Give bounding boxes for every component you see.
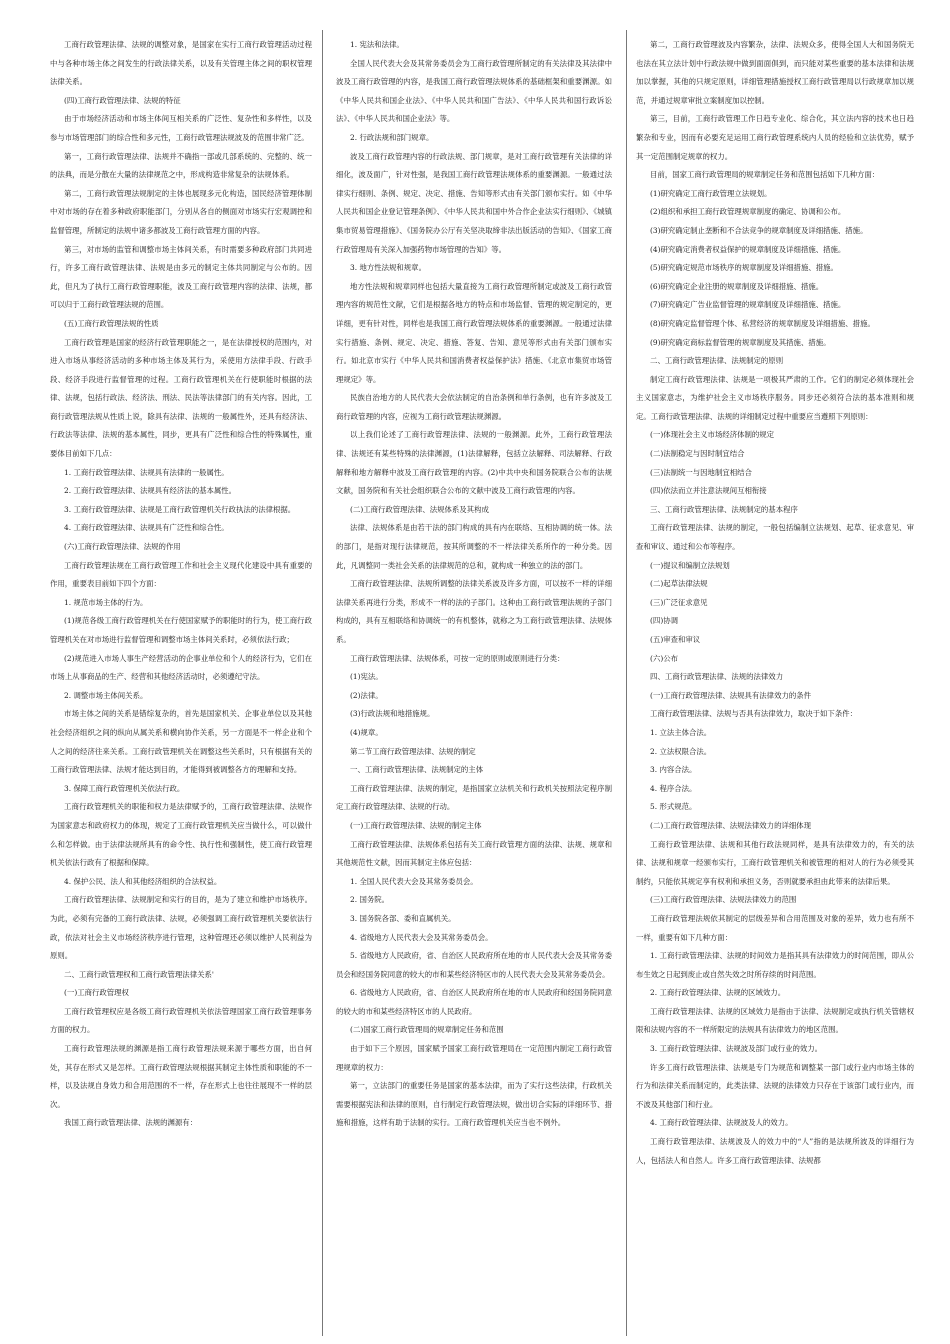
paragraph: 工商行政管理法律、法规所调整的法律关系波及许多方面，可以按不一样的详细法律关系再进行分类，形成不一样的法的子部门。这种由工商行政管理法规的子部门构成的，具有互相联络和协调统一的有机整体，就称之为工商行政管理法律、法规体系。 bbox=[336, 579, 612, 644]
paragraph: (五)审查和审议 bbox=[650, 635, 701, 644]
paragraph: (五)工商行政管理法规的性质 bbox=[64, 318, 159, 328]
paragraph: (六)工商行政管理法律、法规的作用 bbox=[64, 542, 181, 552]
paragraph: (2)规范进入市场人事生产经营活动的企事业单位和个人的经济行为，它们在市场上从事商品的生产、经营和其他经济活动时，必须遵纪守法。 bbox=[50, 653, 312, 682]
paragraph: (六)公布 bbox=[650, 653, 678, 663]
paragraph: (8)研究确定监督管理个体、私营经济的规章制度及详细措施、措施。 bbox=[650, 318, 875, 328]
paragraph: 3. 工商行政管理法律、法规是工商行政管理机关行政执法的法律根据。 bbox=[64, 504, 296, 514]
paragraph: 许多工商行政管理法律、法规是专门为规范和调整某一部门或行业内市场主体的行为和法律关系而制定的，此类法律、法规的法律效力只存在于该部门或行业内，而不波及其他部门和行业。 bbox=[636, 1062, 914, 1109]
paragraph: 以上我们论述了工商行政管理法律、法规的一般渊源。此外，工商行政管理法律、法规还有某些特殊的法律渊源，(1)法律解释，包括立法解释、司法解释、行政解释和地方解释中波及工商行政管理的内容。(2)中共中央和国务院联合公布的法规文献，国务院和有关社会组织联合公布的文献中波及工商行政管理的内容。 bbox=[336, 430, 612, 496]
paragraph: 法律、法规体系是由若干法的部门构成的具有内在联络、互相协调的统一体。法的部门，是指对现行法律规范，按其所调整的不一样法律关系所作的一种分类。因此，凡调整同一类社会关系的法律规范的总和，就构成一种独立的法的部门。 bbox=[336, 523, 612, 570]
paragraph: 3. 内容合法。 bbox=[650, 765, 697, 775]
paragraph: (一)工商行政管理法律、法规具有法律效力的条件 bbox=[650, 690, 812, 700]
column-divider bbox=[322, 30, 323, 1336]
paragraph: (1)规范各级工商行政管理机关在行使国家赋予的职能时的行为，使工商行政管理机关在对市场进行监督管理和调整市场主体间关系时，必须依法行政； bbox=[50, 616, 312, 644]
paragraph: (二)法制稳定与因时制宜结合 bbox=[650, 449, 745, 459]
paragraph: 5. 形式规范。 bbox=[650, 802, 697, 812]
paragraph: (7)研究确定广告业监督管理的规章制度及详细措施、措施。 bbox=[650, 300, 846, 310]
paragraph: 1. 全国人民代表大会及其常务委员会。 bbox=[350, 876, 478, 886]
text-column-left bbox=[50, 36, 312, 1336]
paragraph: 四、工商行政管理法律、法规的法律效力 bbox=[650, 672, 784, 682]
paragraph: 二、工商行政管理法律、法规制定的原则 bbox=[650, 356, 784, 366]
paragraph: 目前，国家工商行政管理局的规章制定任务和范围包括如下几种方面： bbox=[650, 170, 880, 180]
paragraph: 工商行政管理法规的渊源是指工商行政管理法规来源于哪些方面，出自何处，其存在形式又是怎样。工商行政管理法规根据其制定主体性质和职能的不一样，以及法规自身效力和合用范围的不一样，存在形式上也往往展现不一样的层次。 bbox=[50, 1044, 312, 1109]
paragraph: 4. 工商行政管理法律、法规波及人的效力。 bbox=[650, 1118, 793, 1128]
paragraph: (2)组织和承担工商行政管理规章制度的确定、协调和公布。 bbox=[650, 207, 846, 217]
paragraph: (一)工商行政管理权 bbox=[64, 988, 129, 998]
paragraph: (2)法律。 bbox=[350, 690, 383, 700]
paragraph: 一、工商行政管理法律、法规制定的主体 bbox=[350, 765, 484, 775]
paragraph: 工商行政管理法律、法规体系，可按一定的原则或原则进行分类： bbox=[350, 653, 565, 663]
paragraph: (三)工商行政管理法律、法规法律效力的范围 bbox=[650, 895, 797, 905]
paragraph: (一)工商行政管理法律、法规的制定主体 bbox=[350, 820, 482, 830]
paragraph: 5. 省级地方人民政府，省、自治区人民政府所在地的市人民代表大会及其常务委员会和经国务院同意的较大的市和某些经济特区市的人民代表大会及其常务委员会。 bbox=[336, 951, 612, 979]
paragraph: 工商行政管理法律、法规和其他行政法规同样，是具有法律效力的，有关的法律、法规和规章一经颁布实行，工商行政管理机关和被管理的相对人的行为必须受其制约，只能依其规定享有权利和承担义务，否则就要承担由此带来的法律后果。 bbox=[636, 839, 914, 886]
paragraph: (二)工商行政管理法律、法规法律效力的详细体现 bbox=[650, 820, 812, 830]
paragraph: 地方性法规和规章同样也包括大量直接为工商行政管理所制定或波及工商行政管理内容的规范性文献，它们是根据各地方的特点和市场监督、管理的规定制定的，更详细，更有针对性，同样也是我国工商行政管理法规体系的重要渊源。一般通过法律实行措施、条例、规定、决定、措施、答复、告知、意见等形式由有关部门颁布实行。如北京市实行《中华人民共和国消费者权益保护法》措施、《北京市集贸市场管理规定》等。 bbox=[336, 281, 612, 384]
paragraph: 第二节工商行政管理法律、法规的制定 bbox=[350, 746, 476, 756]
paragraph: 3. 国务院各部、委和直属机关。 bbox=[350, 913, 456, 923]
paragraph: 第一，立法部门的重要任务是国家的基本法律，而为了实行这些法律，行政机关需要根据宪法和法律的原则，自行制定行政管理法规，做出切合实际的详细环节、措施和措施，这样有助于法制的实行。工商行政管理机关应当也不例外。 bbox=[336, 1081, 612, 1128]
paragraph: (三)广泛征求意见 bbox=[650, 597, 708, 607]
paragraph: 2. 工商行政管理法律、法规具有经济法的基本属性。 bbox=[64, 486, 237, 496]
paragraph: (4)规章。 bbox=[350, 727, 383, 737]
paragraph: 波及工商行政管理内容的行政法规、部门规章，是对工商行政管理有关法律的详细化，波及面广，针对性强，是我国工商行政管理法规体系的重要渊源。一般通过法律实行细则、条例、规定、决定、措施、告知等形式由有关部门颁布实行。如《中华人民共和国企业登记管理条例》、《中华人民共和国中外合作企业法实行细则》、《城镇集市贸易管理措施》、《国务院办公厅有关坚决取缔非法出版活动的告知》、《国家工商行政管理局有关深入加强药物市场管理的告知》等。 bbox=[336, 151, 612, 254]
paragraph: (四)依法而立并注意法规间互相衔接 bbox=[650, 486, 767, 496]
paragraph: 第三，对市场的监管和调整市场主体间关系，有时需要多种政府部门共同进行，许多工商行政管理法律、法规是由多元的制定主体共同制定与公布的。因此，但凡为了执行工商行政管理职能，波及工商行政管理内容的法律、法规，都可以归于工商行政管理法规的范围。 bbox=[50, 244, 312, 310]
paragraph: 二、工商行政管理权和工商行政管理法律关系' bbox=[64, 969, 214, 979]
paragraph: 民族自治地方的人民代表大会依法制定的自治条例和单行条例，也有许多波及工商行政管理的内容，应视为工商行政管理法规渊源。 bbox=[336, 393, 612, 421]
paragraph: (四)工商行政管理法律、法规的特征 bbox=[64, 95, 181, 105]
column-divider bbox=[626, 30, 627, 1336]
paragraph: 4. 保护公民、法人和其他经济组织的合法权益。 bbox=[64, 876, 222, 886]
paragraph: (三)法制统一与因地制宜相结合 bbox=[650, 467, 752, 477]
paragraph: 工商行政管理法律、法规波及人的效力中的“人”指的是法规所波及的详细行为人，包括法人和自然人。许多工商行政管理法律、法规都 bbox=[636, 1137, 914, 1165]
paragraph: 工商行政管理法律、法规的调整对象，是国家在实行工商行政管理活动过程中与各种市场主体之间发生的行政法律关系，以及有关管理主体之间的职权管理法律关系。 bbox=[50, 40, 312, 87]
paragraph: 工商行政管理法律、法规与否具有法律效力，取决于如下条件： bbox=[650, 709, 857, 719]
paragraph: 工商行政管理法律、法规制定和实行的目的，是为了建立和维护市场秩序。为此，必须有完备的工商行政法律、法规，必须强调工商行政管理机关要依法行政，依法对社会主义市场经济秩序进行管理，这种管理还必须以维护人民利益为原则。 bbox=[50, 895, 312, 961]
paragraph: 4. 程序合法。 bbox=[650, 783, 697, 793]
paragraph: 2. 调整市场主体间关系。 bbox=[64, 690, 148, 700]
paragraph: 1. 规范市场主体的行为。 bbox=[64, 597, 148, 607]
paragraph: (9)研究确定商标监督管理的规章制度及其措施、措施。 bbox=[650, 337, 831, 347]
paragraph: 2. 工商行政管理法律、法规的区域效力。 bbox=[650, 988, 786, 998]
paragraph: 工商行政管理法规在工商行政管理工作和社会主义现代化建设中具有重要的作用，重要表目前如下四个方面： bbox=[50, 560, 312, 589]
paragraph: 工商行政管理是国家的经济行政管理职能之一，是在法律授权的范围内，对进入市场从事经济活动的多种市场主体及其行为，采使用方法律手段、行政手段、经济手段进行监督管理的过程。工商行政管理机关在行使职能时根据的法律、法规，包括行政法、经济法、刑法、民法等法律部门的有关内容。因此，工商行政管理法规从性质上说，除具有法律、法规的一般属性外，还具有经济法、行政法等法律、法规的基本属性，同步，更具有广泛性和综合性的特殊属性，重要体目前如下几点： bbox=[50, 337, 312, 459]
paragraph: 1. 工商行政管理法律、法规的时间效力是指其具有法律效力的时间范围，即从公布生效之日起到废止或自然失效之时所存续的时间范围。 bbox=[636, 951, 914, 979]
paragraph: 第一，工商行政管理法律、法规并不确指一部或几部系统的、完整的、统一的法典，而是分散在大量的法律规范之中，形成构造非常复杂的法规体系。 bbox=[50, 151, 312, 180]
paragraph: 工商行政管理法律、法规的区域效力是指由于法律、法规制定或执行机关管辖权限和法规内容的不一样所限定的法规具有法律效力的地区范围。 bbox=[636, 1006, 914, 1035]
paragraph: 3. 工商行政管理法律、法规波及部门或行业的效力。 bbox=[650, 1044, 823, 1054]
paragraph: 4. 工商行政管理法律、法规具有广泛性和综合性。 bbox=[64, 523, 229, 533]
paragraph: (1)研究确定工商行政管理立法规划。 bbox=[650, 188, 772, 198]
paragraph: (5)研究确定规范市场秩序的规章制度及详细措施、措施。 bbox=[650, 263, 838, 273]
paragraph: 工商行政管理权应是各级工商行政管理机关依法管理国家工商行政管理事务方面的权力。 bbox=[50, 1006, 312, 1035]
paragraph: (一)提议和编制立法规划 bbox=[650, 560, 730, 570]
paragraph: 三、工商行政管理法律、法规制定的基本程序 bbox=[650, 504, 798, 514]
paragraph: (二)国家工商行政管理局的规章制定任务和范围 bbox=[350, 1025, 504, 1035]
paragraph: (二)工商行政管理法律、法规体系及其构成 bbox=[350, 504, 489, 514]
paragraph: 3. 地方性法规和规章。 bbox=[350, 263, 426, 273]
paragraph: 2. 行政法规和部门规章。 bbox=[350, 132, 434, 142]
paragraph: (二)起草法律法规 bbox=[650, 579, 708, 589]
paragraph: 第二，工商行政管理法规制定的主体也展现多元化构造，国民经济管理体制中对市场的存在着多种政府职能部门，分别从各自的侧面对市场实行宏观调控和监督管理，所制定的法规中诸多都波及工商行政管理方面的内容。 bbox=[50, 188, 312, 235]
paragraph: 市场主体之间的关系是错综复杂的，首先是国家机关、企事业单位以及其他社会经济组织之间的纵向从属关系和横向协作关系，另一方面是不一样企业和个人之间的经济往来关系。工商行政管理机关在调整这些关系时，只有根据有关的工商行政管理法律、法规才能达到目的，才能得到被调整各方的理解和支持。 bbox=[50, 709, 312, 775]
paragraph: 工商行政管理法律、法规的制定，是指国家立法机关和行政机关按照法定程序制定工商行政管理法律、法规的行动。 bbox=[336, 783, 612, 812]
paragraph: 第三，目前，工商行政管理工作日趋专业化、综合化，其立法内容的技术也日趋繁杂和专业，因而有必要充足运用工商行政管理系统内人员的经验和立法优势，赋予其一定范围制定规章的权力。 bbox=[636, 114, 914, 161]
paragraph: 1. 立法主体合法。 bbox=[650, 727, 712, 737]
paragraph: 全国人民代表大会及其常务委员会为工商行政管理所制定的有关法律及其法律中波及工商行政管理的内容，是我国工商行政管理法规体系的基础框架和重要渊源。如《中华人民共和国企业法》、《中华人民共和国广告法》、《中华人民共和国行政诉讼法》、《中华人民共和国企业法》等。 bbox=[336, 58, 612, 124]
paragraph: 1. 宪法和法律。 bbox=[350, 40, 404, 49]
paragraph: 第二，工商行政管理波及内容繁杂，法律、法规众多，使得全国人大和国务院无也法在其立法计划中行政法规中做到面面俱到，而只能对某些重要的基本法律和法规加以掌握，其他的只规定原则，详细管理措施授权工商行政管理局以行政规章加以规范，并通过规章审批立案制度加以控制。 bbox=[636, 40, 914, 105]
paragraph: 工商行政管理法律、法规的制定，一般包括编制立法规划、起草、征求意见、审查和审议、通过和公布等程序。 bbox=[636, 523, 914, 552]
paragraph: 工商行政管理法规依其制定的层级差异和合用范围及对象的差异，效力也有所不一样，重要有如下几种方面： bbox=[636, 913, 914, 942]
paragraph: (一)体现社会主义市场经济体制的规定 bbox=[650, 430, 775, 440]
paragraph: (3)行政法规和地措施规。 bbox=[350, 709, 435, 719]
paragraph: 我国工商行政管理法律、法规的渊源有： bbox=[64, 1118, 198, 1128]
paragraph: (4)研究确定消费者权益保护的规章制度及详细措施、措施。 bbox=[650, 244, 846, 254]
paragraph: 6. 省级地方人民政府，省、自治区人民政府所在地的市人民政府和经国务院同意的较大的市和某些经济特区市的人民政府。 bbox=[336, 988, 612, 1016]
paragraph: (四)协调 bbox=[650, 616, 678, 626]
text-column-middle bbox=[336, 36, 612, 1336]
paragraph: 制定工商行政管理法律、法规是一项极其严肃的工作。它们的制定必须体现社会主义国家意志，为维护社会主义市场秩序服务。同步还必须符合法的基本准则和规定。工商行政管理法律、法规的详细制定过程中重要应当遵照下列原则： bbox=[636, 374, 914, 421]
text-column-right bbox=[636, 36, 914, 1336]
paragraph: 3. 保障工商行政管理机关依法行政。 bbox=[64, 783, 185, 793]
paragraph: 1. 工商行政管理法律、法规具有法律的一般属性。 bbox=[64, 467, 229, 477]
paragraph: 2. 立法权限合法。 bbox=[650, 746, 712, 756]
paragraph: (6)研究确定企业注册的规章制度及详细措施、措施。 bbox=[650, 281, 824, 291]
paragraph: (3)研究确定制止垄断和不合法竞争的规章制度及详细措施、措施。 bbox=[650, 225, 868, 235]
paragraph: 工商行政管理法律、法规体系包括有关工商行政管理方面的法律、法规、规章和其他规范性文献，因而其制定主体应包括： bbox=[336, 839, 612, 868]
paragraph: 工商行政管理机关的职能和权力是法律赋予的，工商行政管理法律、法规作为国家意志和政府权力的体现，规定了工商行政管理机关应当做什么，可以做什么和怎样做。由于法律法规所具有的命令性、执行性和强制性，使工商行政管理机关依法行政有了根据和保障。 bbox=[50, 802, 312, 868]
paragraph: 由于如下三个原因，国家赋予国家工商行政管理局在一定范围内制定工商行政管理规章的权力： bbox=[336, 1044, 612, 1072]
paragraph: 2. 国务院。 bbox=[350, 895, 390, 905]
paragraph: 由于市场经济活动和市场主体间互相关系的广泛性、复杂性和多样性，以及参与市场管理部门的综合性和多元性，工商行政管理法规波及的范围非常广泛。 bbox=[50, 114, 312, 142]
paragraph: 4. 省级地方人民代表大会及其常务委员会。 bbox=[350, 932, 493, 942]
paragraph: (1)宪法。 bbox=[350, 672, 383, 682]
